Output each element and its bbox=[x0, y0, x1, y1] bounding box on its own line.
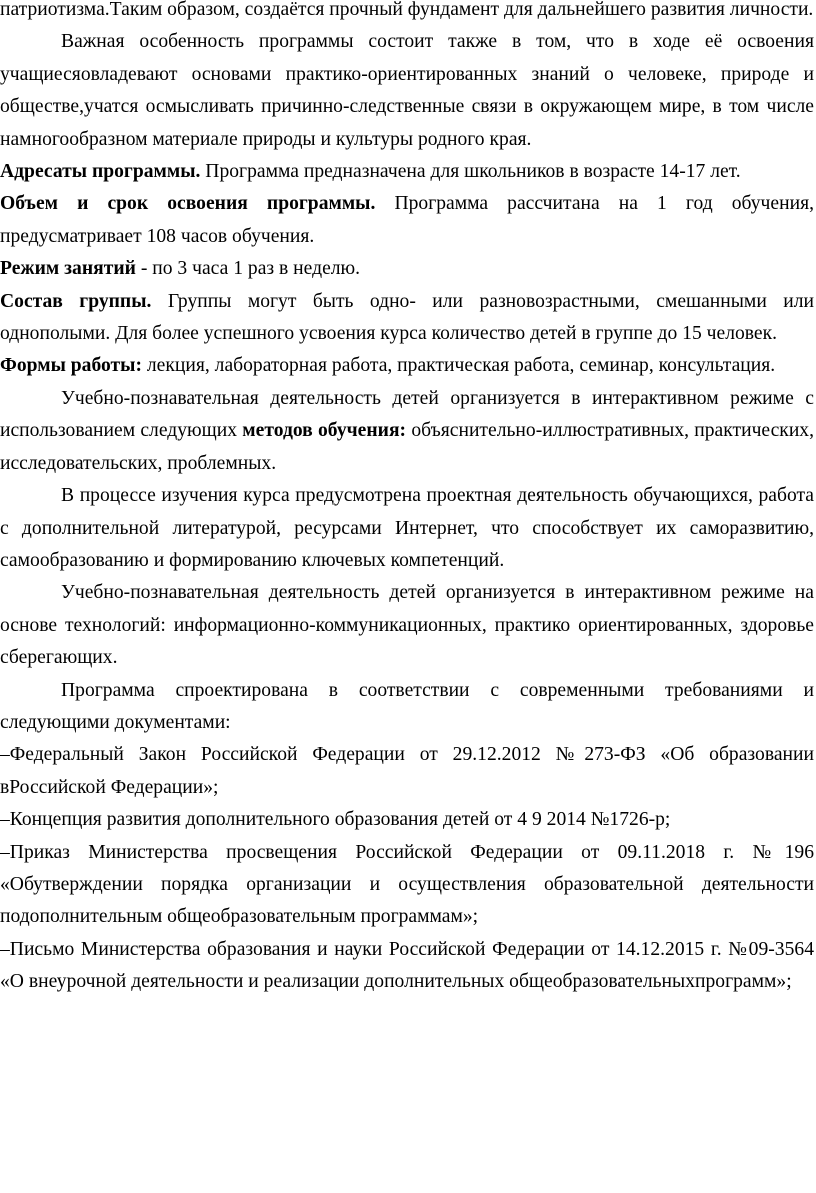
paragraph bbox=[0, 188, 814, 253]
paragraph bbox=[0, 156, 814, 188]
body-text: Группы могут быть одно- или разновозрастными, смешанными или однополыми. Для более успешного усвоения курса количество детей в группе до 15 человек. bbox=[0, 290, 814, 345]
paragraph bbox=[0, 804, 814, 836]
body-text: –Концепция развития дополнительного образования детей от 4 9 2014 №1726-р; bbox=[0, 809, 671, 831]
body-text: Учебно-познавательная деятельность детей организуется в интерактивном режиме с использованием следующих bbox=[0, 387, 814, 442]
body-text: Важная особенность программы состоит также в том, что в ходе её освоения учащиесяовладевают основами практико-ориентированных знаний о человеке, природе и обществе,учатся осмысливать причинно-следственные связи в окружающем мире, в том числе намногообразном материале природы и культуры родного края. bbox=[0, 31, 814, 150]
body-text: –Письмо Министерства образования и науки Российской Федерации от 14.12.2015 г. №09-3564 «О внеурочной деятельности и реализации дополнительных общеобразовательныхпрограмм»; bbox=[0, 938, 814, 993]
paragraph bbox=[0, 934, 814, 999]
bold-heading-text: Формы работы: bbox=[0, 355, 142, 377]
body-text: - по 3 часа 1 раз в неделю. bbox=[135, 258, 361, 280]
body-text: лекция, лабораторная работа, практическая работа, семинар, консультация. bbox=[142, 355, 776, 377]
bold-heading-text: методов обучения: bbox=[242, 420, 407, 442]
paragraph bbox=[0, 0, 814, 26]
bold-heading-text: Состав группы. bbox=[0, 290, 152, 312]
paragraph bbox=[0, 837, 814, 934]
paragraph bbox=[0, 26, 814, 156]
paragraph bbox=[0, 286, 814, 351]
paragraph bbox=[0, 675, 814, 740]
bold-heading-text: Режим занятий bbox=[0, 258, 136, 280]
paragraph bbox=[0, 480, 814, 577]
body-text: Программа предназначена для школьников в возрасте 14-17 лет. bbox=[200, 161, 741, 183]
paragraph bbox=[0, 739, 814, 804]
body-text: патриотизма.Таким образом, создаётся прочный фундамент для дальнейшего развития личности. bbox=[0, 0, 814, 20]
bold-heading-text: Адресаты программы. bbox=[0, 161, 201, 183]
body-text: В процессе изучения курса предусмотрена проектная деятельность обучающихся, работа с дополнительной литературой, ресурсами Интернет, что способствует их саморазвитию, самообразованию и формированию ключевых компетенций. bbox=[0, 485, 814, 571]
paragraph bbox=[0, 253, 814, 285]
body-text: –Приказ Министерства просвещения Российской Федерации от 09.11.2018 г. №196 «Обутверждении порядка организации и осуществления образовательной деятельности подополнительным общеобразовательным программам»; bbox=[0, 841, 814, 928]
body-text: объяснительно-иллюстративных, практических, исследовательских, проблемных. bbox=[0, 420, 815, 474]
paragraph bbox=[0, 350, 814, 382]
body-text: –Федеральный Закон Российской Федерации от 29.12.2012 №273-ФЗ «Об образовании вРоссийской Федерации»; bbox=[0, 744, 814, 798]
body-text: Учебно-познавательная деятельность детей организуется в интерактивном режиме на основе технологий: информационно-коммуникационных, практико ориентированных, здоровье сберегающих. bbox=[0, 582, 814, 669]
body-text: Программа спроектирована в соответствии с современными требованиями и следующими документами: bbox=[0, 679, 814, 733]
paragraph bbox=[0, 577, 814, 674]
bold-heading-text: Объем и срок освоения программы. bbox=[0, 193, 376, 215]
paragraph bbox=[0, 383, 814, 480]
body-text: Программа рассчитана на 1 год обучения, предусматривает 108 часов обучения. bbox=[0, 193, 814, 247]
